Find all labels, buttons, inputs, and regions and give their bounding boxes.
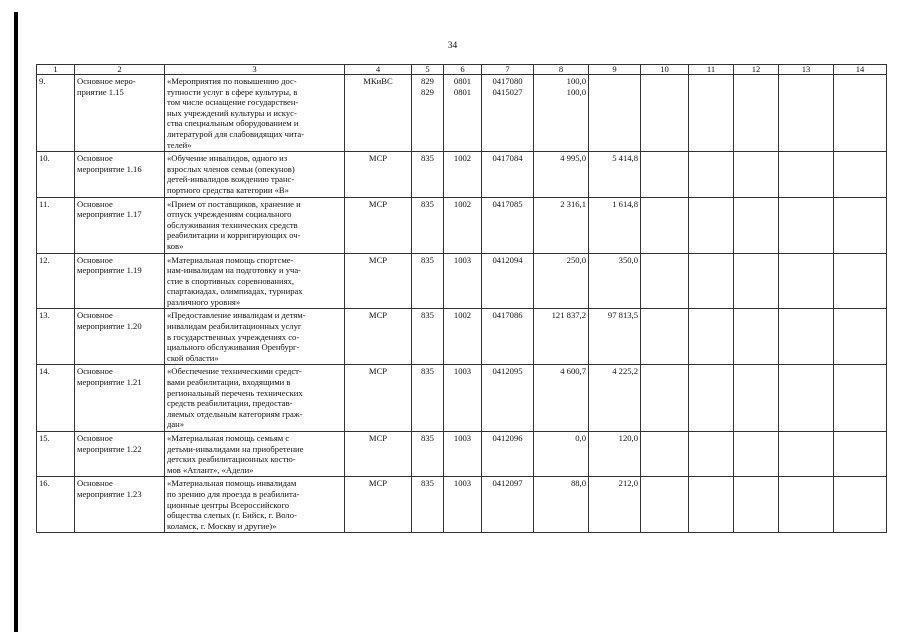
table-row (37, 75, 887, 152)
amount-col-9 (589, 477, 641, 533)
amount-col-9 (589, 197, 641, 253)
event-description-line: ляемых отдельным категориям граж- (167, 408, 303, 419)
amount-col-13 (779, 152, 834, 197)
event-name-line: мероприятие 1.21 (77, 377, 142, 388)
event-name-line: мероприятие 1.23 (77, 488, 142, 499)
code-target-line: 0415027 (492, 86, 523, 97)
column-header-13: 13 (779, 65, 834, 75)
amount-col-9 (589, 253, 641, 309)
amount-col-11 (689, 253, 734, 309)
executor: МСР (345, 152, 412, 197)
column-header-3: 3 (165, 65, 345, 75)
code-target-line: 0412096 (492, 433, 523, 443)
event-name-line: мероприятие 1.22 (77, 443, 142, 454)
event-name (75, 253, 165, 309)
amount-col-13 (779, 432, 834, 477)
event-description-line: портного средства категории «В» (167, 184, 289, 195)
amount-col-14 (834, 365, 887, 432)
column-header-1: 1 (37, 65, 75, 75)
amount-col-12 (734, 152, 779, 197)
event-description (165, 75, 345, 152)
code-grbs (412, 477, 444, 533)
amount-col-8 (534, 152, 589, 197)
amount-col-9-line: 350,0 (618, 254, 638, 265)
event-description-line: «Предоставление инвалидам и детям- (167, 310, 306, 321)
table-row (37, 432, 887, 477)
event-description-line: литературой для слабовидящих чита- (167, 128, 305, 139)
page-number: 34 (447, 41, 458, 51)
amount-col-13 (779, 75, 834, 152)
table-row (37, 197, 887, 253)
code-target-line: 0417085 (492, 198, 523, 209)
event-name (75, 75, 165, 152)
event-description-line: по зрению для проезда в реабилита- (167, 488, 300, 499)
amount-col-9-line: 5 414,8 (612, 153, 638, 164)
code-section-line: 1003 (453, 433, 472, 443)
event-description-line: отпуск учреждениям социального (167, 209, 292, 220)
event-description-line: взрослых членов семьи (опекунов) (167, 163, 295, 174)
event-description-line: региональный перечень технических (167, 387, 303, 398)
executor: МСР (345, 253, 412, 309)
table-body (37, 75, 887, 533)
event-name (75, 152, 165, 197)
executor: МСР (345, 309, 412, 365)
code-section (444, 432, 482, 477)
amount-col-11 (689, 197, 734, 253)
amount-col-10 (641, 253, 689, 309)
amount-col-14 (834, 152, 887, 197)
event-description-line: детских реабилитационных костю- (167, 454, 296, 465)
amount-col-8-line: 121 837,2 (551, 310, 586, 321)
amount-col-9 (589, 75, 641, 152)
row-number: 14. (37, 365, 75, 432)
executor: МСР (345, 197, 412, 253)
code-section (444, 365, 482, 432)
amount-col-14 (834, 309, 887, 365)
event-description-line: циального обслуживания Оренбург- (167, 342, 300, 353)
event-name-line: приятие 1.15 (77, 86, 124, 97)
event-description-line: обслуживания технических средств (167, 219, 298, 230)
code-target-line: 0417086 (492, 310, 523, 321)
column-header-10: 10 (641, 65, 689, 75)
amount-col-10 (641, 309, 689, 365)
event-description-line: средств реабилитации, предостав- (167, 398, 293, 409)
event-description-line: «Прием от поставщиков, хранение и (167, 198, 301, 209)
amount-col-8 (534, 253, 589, 309)
code-target-line: 0417080 (492, 76, 523, 86)
column-header-7: 7 (482, 65, 534, 75)
amount-col-10 (641, 75, 689, 152)
event-description-line: стие в спортивных соревнованиях, (167, 275, 294, 286)
amount-col-13 (779, 477, 834, 533)
event-description-line: коламск, г. Москву и другие)» (167, 520, 277, 531)
executor: МСР (345, 477, 412, 533)
code-target (482, 253, 534, 309)
amount-col-13 (779, 309, 834, 365)
event-description-line: нам-инвалидам на подготовку и уча- (167, 265, 302, 276)
code-section (444, 309, 482, 365)
event-description-line: детей-инвалидов вождению транс- (167, 174, 295, 185)
event-name-line: Основное (77, 198, 113, 209)
code-grbs (412, 253, 444, 309)
column-header-14: 14 (834, 65, 887, 75)
event-name-line: Основное (77, 366, 113, 377)
code-grbs-line: 835 (421, 310, 434, 321)
column-header-6: 6 (444, 65, 482, 75)
event-name-line: Основное (77, 153, 113, 164)
event-description-line: тупности услуг в сфере культуры, в (167, 86, 298, 97)
code-target-line: 0412095 (492, 366, 523, 377)
code-section-line: 1002 (453, 310, 472, 321)
amount-col-8-line: 100,0 (566, 76, 586, 86)
column-header-8: 8 (534, 65, 589, 75)
event-name-line: Основное (77, 478, 113, 489)
event-name-line: мероприятие 1.19 (77, 265, 142, 276)
amount-col-13 (779, 253, 834, 309)
code-section-line: 0801 (453, 86, 472, 97)
amount-col-10 (641, 365, 689, 432)
amount-col-11 (689, 309, 734, 365)
row-number: 9. (37, 75, 75, 152)
event-description (165, 253, 345, 309)
event-description-line: «Обучение инвалидов, одного из (167, 153, 288, 164)
column-header-4: 4 (345, 65, 412, 75)
executor: МСР (345, 365, 412, 432)
event-name (75, 309, 165, 365)
code-grbs-line: 835 (421, 366, 434, 377)
amount-col-9 (589, 432, 641, 477)
amount-col-12 (734, 253, 779, 309)
code-grbs-line: 829 (421, 86, 434, 97)
event-name (75, 432, 165, 477)
amount-col-14 (834, 253, 887, 309)
amount-col-8 (534, 365, 589, 432)
amount-col-9-line: 97 813,5 (607, 310, 638, 321)
event-name-line: Основное (77, 433, 113, 443)
event-description-line: ков» (167, 240, 184, 251)
amount-col-8-line: 250,0 (566, 254, 586, 265)
event-name-line: мероприятие 1.17 (77, 209, 142, 220)
code-section (444, 75, 482, 152)
event-name-line: Основное меро- (77, 76, 136, 86)
code-grbs (412, 152, 444, 197)
event-name-line: Основное (77, 254, 113, 265)
event-description (165, 309, 345, 365)
amount-col-11 (689, 477, 734, 533)
code-section (444, 197, 482, 253)
table-row (37, 309, 887, 365)
code-grbs-line: 835 (421, 153, 434, 164)
amount-col-8 (534, 477, 589, 533)
code-section-line: 1003 (453, 366, 472, 377)
code-grbs-line: 835 (421, 254, 434, 265)
table-row (37, 365, 887, 432)
amount-col-9-line: 120,0 (618, 433, 638, 443)
amount-col-12 (734, 197, 779, 253)
table-row (37, 253, 887, 309)
code-section-line: 0801 (453, 76, 472, 86)
amount-col-8 (534, 197, 589, 253)
code-section-line: 1002 (453, 198, 472, 209)
code-target (482, 365, 534, 432)
row-number: 11. (37, 197, 75, 253)
event-description-line: детьми-инвалидами на приобретение (167, 443, 304, 454)
code-grbs (412, 309, 444, 365)
code-grbs (412, 365, 444, 432)
amount-col-11 (689, 152, 734, 197)
code-target (482, 432, 534, 477)
code-target (482, 309, 534, 365)
event-description-line: общества слепых (г. Бийск, г. Воло- (167, 510, 297, 521)
row-number: 13. (37, 309, 75, 365)
amount-col-14 (834, 477, 887, 533)
event-name (75, 477, 165, 533)
event-description-line: ционные центры Всероссийского (167, 499, 290, 510)
event-description-line: ской области» (167, 352, 219, 363)
amount-col-12 (734, 309, 779, 365)
event-description-line: спартакиадах, олимпиадах, турнирах (167, 286, 303, 297)
code-target (482, 477, 534, 533)
code-target (482, 197, 534, 253)
amount-col-9 (589, 152, 641, 197)
header-row (37, 65, 887, 75)
code-grbs-line: 829 (421, 76, 434, 86)
event-description-line: «Материальная помощь спортсме- (167, 254, 294, 265)
code-target (482, 152, 534, 197)
event-description-line: «Материальная помощь инвалидам (167, 478, 297, 489)
amount-col-8-line: 4 600,7 (560, 366, 586, 377)
event-description-line: «Мероприятия по повышению дос- (167, 76, 297, 86)
event-description-line: реабилитации и корригирующих оч- (167, 230, 301, 241)
code-grbs (412, 197, 444, 253)
amount-col-8-line: 88,0 (570, 478, 586, 489)
code-section-line: 1003 (453, 478, 472, 489)
amount-col-12 (734, 75, 779, 152)
row-number: 12. (37, 253, 75, 309)
code-grbs (412, 75, 444, 152)
amount-col-11 (689, 75, 734, 152)
column-header-2: 2 (75, 65, 165, 75)
amount-col-14 (834, 197, 887, 253)
event-name-line: мероприятие 1.16 (77, 163, 142, 174)
amount-col-10 (641, 477, 689, 533)
column-header-12: 12 (734, 65, 779, 75)
amount-col-10 (641, 197, 689, 253)
event-description-line: телей» (167, 139, 192, 150)
code-target (482, 75, 534, 152)
row-number: 10. (37, 152, 75, 197)
event-name (75, 365, 165, 432)
amount-col-12 (734, 477, 779, 533)
code-target-line: 0412097 (492, 478, 523, 489)
event-description-line: ных учреждений культуры и искус- (167, 107, 297, 118)
executor: МСР (345, 432, 412, 477)
event-description-line: мов «Атлант», «Адели» (167, 464, 254, 475)
amount-col-12 (734, 432, 779, 477)
amount-col-10 (641, 432, 689, 477)
code-grbs-line: 835 (421, 433, 434, 443)
event-description (165, 477, 345, 533)
event-description (165, 432, 345, 477)
amount-col-10 (641, 152, 689, 197)
code-grbs-line: 835 (421, 198, 434, 209)
binding-bar (14, 12, 18, 632)
code-section (444, 253, 482, 309)
event-description-line: «Материальная помощь семьям с (167, 433, 290, 443)
code-section-line: 1002 (453, 153, 472, 164)
amount-col-9 (589, 309, 641, 365)
amount-col-8-line: 0,0 (575, 433, 586, 443)
event-description-line: в государственных учреждениях со- (167, 331, 300, 342)
amount-col-11 (689, 365, 734, 432)
code-target-line: 0412094 (492, 254, 523, 265)
event-description (165, 365, 345, 432)
row-number: 15. (37, 432, 75, 477)
amount-col-8 (534, 309, 589, 365)
amount-col-9 (589, 365, 641, 432)
code-section-line: 1003 (453, 254, 472, 265)
event-name (75, 197, 165, 253)
amount-col-12 (734, 365, 779, 432)
executor: МКиВС (345, 75, 412, 152)
code-section (444, 152, 482, 197)
amount-col-13 (779, 365, 834, 432)
event-description-line: вами реабилитации, входящими в (167, 377, 291, 388)
event-description-line: «Обеспечение техническими средст- (167, 366, 302, 377)
column-header-5: 5 (412, 65, 444, 75)
amount-col-14 (834, 432, 887, 477)
event-description-line: том числе оснащение государствен- (167, 97, 299, 108)
event-description-line: инвалидам реабилитационных услуг (167, 321, 302, 332)
event-description-line: дан» (167, 419, 185, 430)
column-header-11: 11 (689, 65, 734, 75)
event-description-line: различного уровня» (167, 296, 241, 307)
code-grbs-line: 835 (421, 478, 434, 489)
amount-col-8-line: 2 316,1 (560, 198, 586, 209)
event-description (165, 197, 345, 253)
budget-table (36, 64, 887, 533)
code-grbs (412, 432, 444, 477)
row-number: 16. (37, 477, 75, 533)
event-description (165, 152, 345, 197)
event-name-line: мероприятие 1.20 (77, 321, 142, 332)
event-name-line: Основное (77, 310, 113, 321)
amount-col-9-line: 212,0 (618, 478, 638, 489)
amount-col-8 (534, 432, 589, 477)
amount-col-9-line: 1 614,8 (612, 198, 638, 209)
amount-col-8-line: 100,0 (566, 86, 586, 97)
amount-col-9-line: 4 225,2 (612, 366, 638, 377)
amount-col-8 (534, 75, 589, 152)
code-section (444, 477, 482, 533)
amount-col-13 (779, 197, 834, 253)
code-target-line: 0417084 (492, 153, 523, 164)
table-row (37, 477, 887, 533)
amount-col-8-line: 4 995,0 (560, 153, 586, 164)
event-description-line: ства специальным оборудованием и (167, 118, 299, 129)
amount-col-14 (834, 75, 887, 152)
column-header-9: 9 (589, 65, 641, 75)
amount-col-11 (689, 432, 734, 477)
table-row (37, 152, 887, 197)
